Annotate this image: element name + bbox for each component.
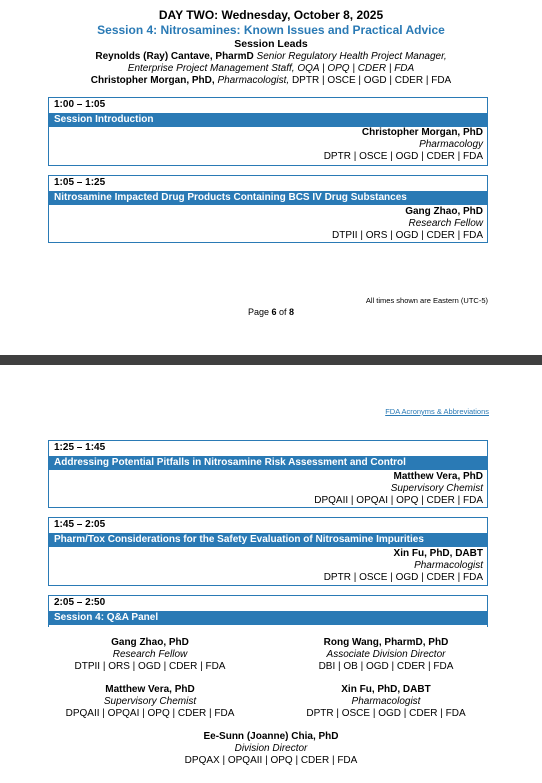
speaker-name: Matthew Vera, PhD (393, 471, 483, 482)
agenda-time: 1:25 – 1:45 (54, 442, 106, 453)
document-page-6 (0, 0, 542, 355)
page-current: 6 (271, 307, 277, 317)
panelist (50, 684, 250, 720)
panelist-name: Xin Fu, PhD, DABT (341, 684, 431, 695)
session-lead-1 (0, 51, 542, 62)
speaker-role: Supervisory Chemist (390, 483, 483, 494)
lead-2-title: Pharmacologist, (217, 75, 290, 86)
panelist-role: Pharmacologist (351, 696, 421, 707)
agenda-title: Addressing Potential Pitfalls in Nitrosamine Risk Assessment and Control (49, 456, 487, 470)
speaker-name: Christopher Morgan, PhD (361, 127, 483, 138)
speaker-org: DTPII | ORS | OGD | CDER | FDA (332, 230, 483, 241)
speaker-name: Xin Fu, PhD, DABT (393, 548, 483, 559)
speaker-role: Pharmacologist (414, 560, 483, 571)
day-heading: DAY TWO: Wednesday, October 8, 2025 (158, 8, 384, 22)
speaker-role: Research Fellow (408, 218, 483, 229)
document-page-7 (0, 365, 542, 783)
page-total: 8 (289, 307, 295, 317)
panelist-role: Associate Division Director (326, 649, 446, 660)
lead-2-name: Christopher Morgan, PhD, (90, 75, 215, 86)
speaker-org: DPTR | OSCE | OGD | CDER | FDA (323, 572, 483, 583)
panelist-name: Matthew Vera, PhD (105, 684, 195, 695)
lead-1-title-continued: Enterprise Project Management Staff, OQA | OPQ | CDER | FDA (127, 63, 415, 74)
panelist (171, 731, 371, 767)
session-title: Session 4: Nitrosamines: Known Issues and Practical Advice (97, 23, 445, 37)
panelist-name: Rong Wang, PharmD, PhD (323, 637, 449, 648)
panelist (50, 637, 250, 673)
panelist-name: Gang Zhao, PhD (111, 637, 189, 648)
panelist-role: Division Director (234, 743, 308, 754)
speaker-role: Pharmacology (419, 139, 483, 150)
panel-time: 2:05 – 2:50 (54, 597, 106, 608)
panelist-role: Supervisory Chemist (103, 696, 197, 707)
agenda-title: Nitrosamine Impacted Drug Products Containing BCS IV Drug Substances (49, 191, 487, 205)
session-lead-2 (0, 75, 542, 86)
speaker-block (332, 206, 483, 242)
panel-item (48, 595, 488, 627)
page-number (0, 307, 542, 317)
page-of: of (279, 307, 287, 317)
speaker-org: DPQAII | OPQAI | OPQ | CDER | FDA (314, 495, 483, 506)
agenda-time: 1:00 – 1:05 (54, 99, 106, 110)
speaker-org: DPTR | OSCE | OGD | CDER | FDA (323, 151, 483, 162)
panelist (286, 637, 486, 673)
speaker-block (324, 548, 483, 584)
agenda-title: Pharm/Tox Considerations for the Safety Evaluation of Nitrosamine Impurities (49, 533, 487, 547)
panelist-role: Research Fellow (112, 649, 188, 660)
page-prefix: Page (247, 307, 269, 317)
lead-2-org: DPTR | OSCE | OGD | CDER | FDA (291, 75, 452, 86)
panel-title: Session 4: Q&A Panel (49, 611, 487, 625)
panelist-org: DPQAII | OPQAI | OPQ | CDER | FDA (65, 708, 235, 719)
session-leads-label: Session Leads (234, 38, 308, 50)
panelist-org: DBI | OB | OGD | CDER | FDA (318, 661, 454, 672)
lead-1-title: Senior Regulatory Health Project Manager, (256, 51, 447, 62)
speaker-block (324, 127, 483, 163)
agenda-time: 1:05 – 1:25 (54, 177, 106, 188)
panelist-org: DPQAX | OPQAII | OPQ | CDER | FDA (184, 755, 358, 766)
timezone-note: All times shown are Eastern (UTC-5) (365, 296, 488, 305)
panelist-name: Ee-Sunn (Joanne) Chia, PhD (203, 731, 339, 742)
page-separator (0, 355, 542, 365)
speaker-block (314, 471, 483, 507)
panelist-org: DTPII | ORS | OGD | CDER | FDA (74, 661, 226, 672)
speaker-name: Gang Zhao, PhD (405, 206, 483, 217)
panelist (286, 684, 486, 720)
agenda-time: 1:45 – 2:05 (54, 519, 106, 530)
panelist-org: DPTR | OSCE | OGD | CDER | FDA (306, 708, 466, 719)
agenda-title: Session Introduction (49, 113, 487, 127)
lead-1-name: Reynolds (Ray) Cantave, PharmD (95, 51, 254, 62)
acronyms-link[interactable]: FDA Acronyms & Abbreviations (385, 407, 489, 416)
